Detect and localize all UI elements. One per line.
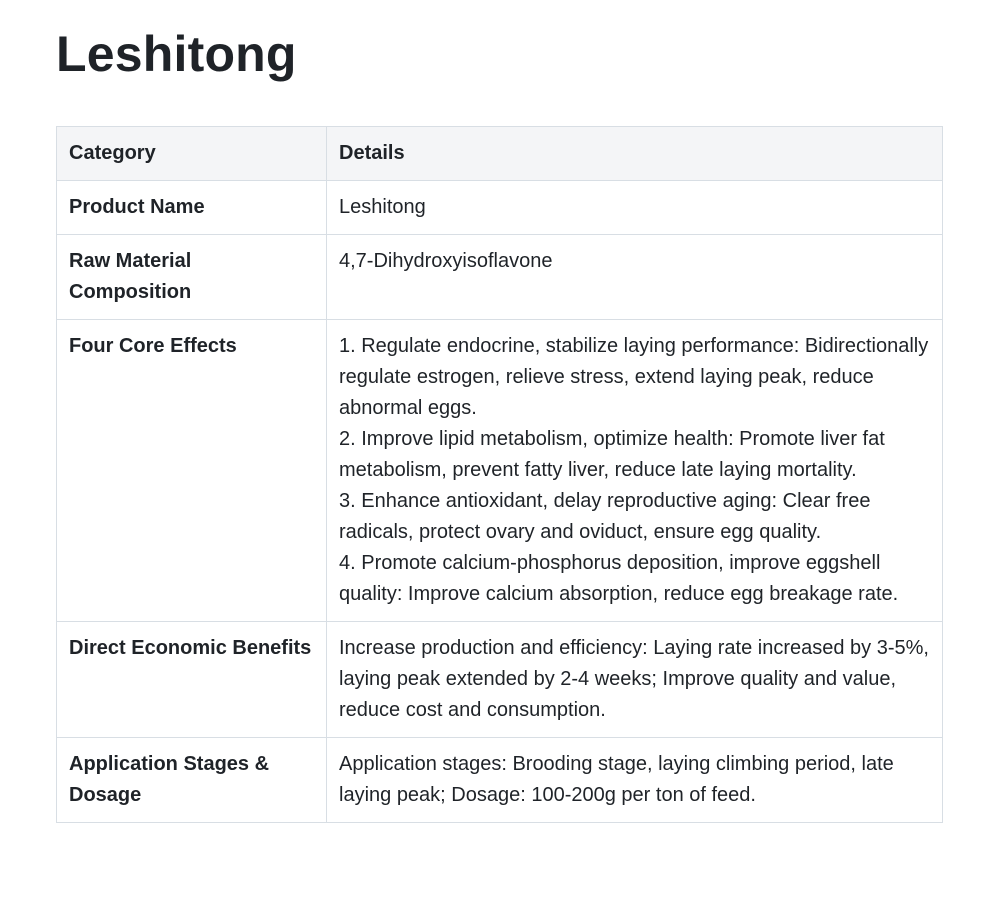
- table-row: [57, 622, 943, 738]
- row-category: Raw Material Composition: [57, 235, 327, 320]
- table-row: [57, 320, 943, 622]
- row-details: [327, 738, 943, 823]
- row-category: Product Name: [57, 181, 327, 235]
- detail-text: Increase production and efficiency: Laying rate increased by 3-5%, laying peak extended by 2-4 weeks; Improve quality and value, reduce cost and consumption.: [339, 637, 929, 721]
- row-category: Direct Economic Benefits: [57, 622, 327, 738]
- row-category: Four Core Effects: [57, 320, 327, 622]
- effect-item: 4. Promote calcium-phosphorus deposition, improve eggshell quality: Improve calcium absorption, reduce egg breakage rate.: [339, 552, 899, 605]
- detail-text: 4,7-Dihydroxyisoflavone: [339, 250, 553, 272]
- detail-text: Leshitong: [339, 196, 426, 218]
- column-header-details: Details: [327, 127, 943, 181]
- page-title: Leshitong: [56, 26, 297, 82]
- table-row: [57, 235, 943, 320]
- effect-item: 3. Enhance antioxidant, delay reproductive aging: Clear free radicals, protect ovary and oviduct, ensure egg quality.: [339, 490, 871, 543]
- column-header-category: Category: [57, 127, 327, 181]
- row-details: [327, 622, 943, 738]
- effect-item: 1. Regulate endocrine, stabilize laying performance: Bidirectionally regulate estrogen, relieve stress, extend laying peak, reduce abnormal eggs.: [339, 335, 929, 419]
- detail-text: Application stages: Brooding stage, laying climbing period, late laying peak; Dosage: 100-200g per ton of feed.: [339, 753, 894, 806]
- table-header-row: [57, 127, 943, 181]
- row-category: Application Stages & Dosage: [57, 738, 327, 823]
- table-row: [57, 181, 943, 235]
- table-row: [57, 738, 943, 823]
- document-page: [56, 0, 942, 806]
- product-info-table: [56, 126, 943, 823]
- effect-item: 2. Improve lipid metabolism, optimize health: Promote liver fat metabolism, prevent fatty liver, reduce late laying mortality.: [339, 428, 885, 481]
- row-details: [327, 235, 943, 320]
- row-details: [327, 320, 943, 622]
- row-details: [327, 181, 943, 235]
